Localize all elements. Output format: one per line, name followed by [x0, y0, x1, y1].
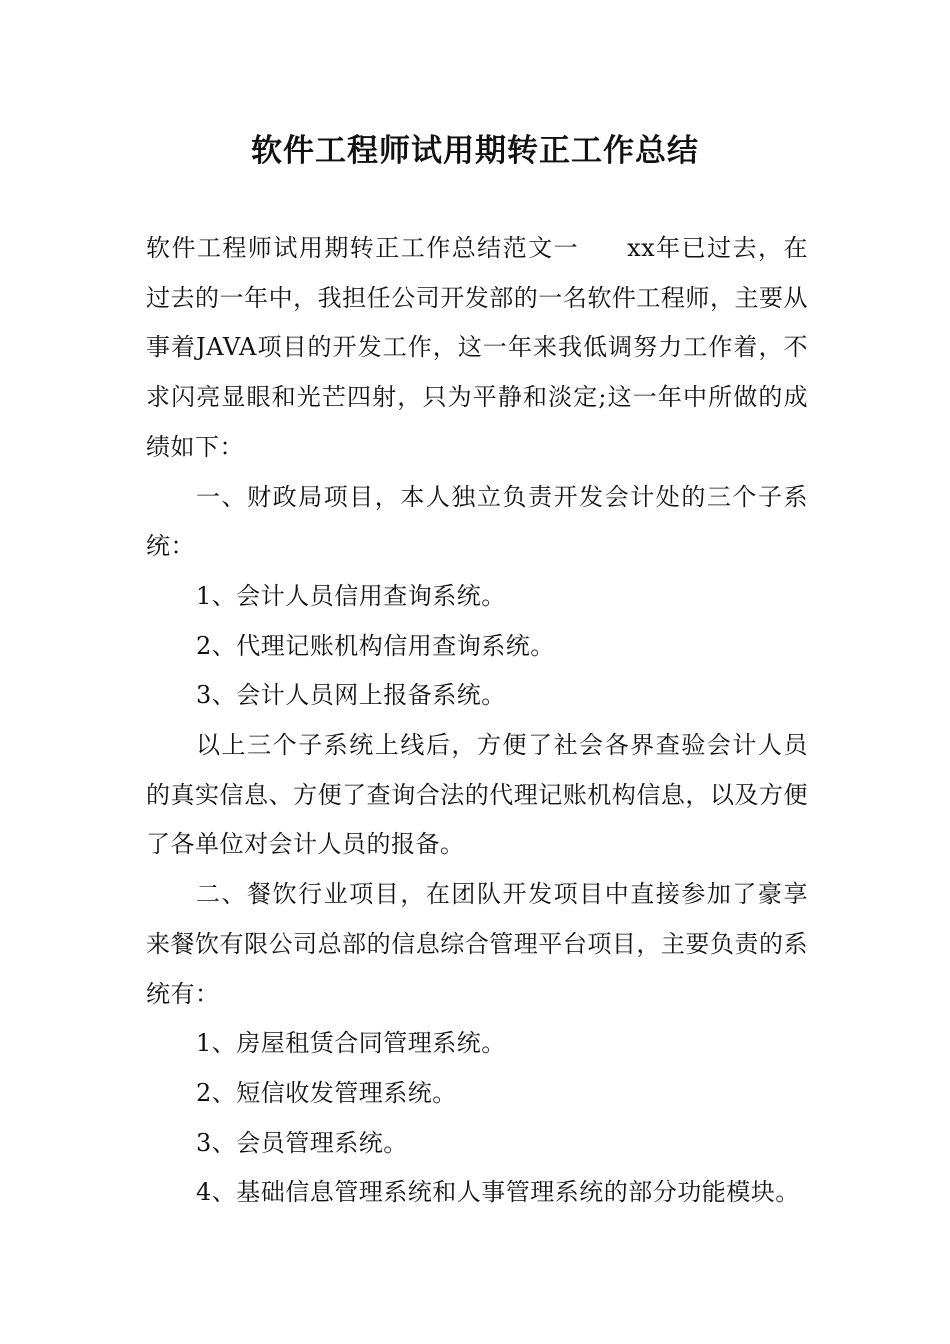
- intro-rest: xx年已过去，在过去的一年中，我担任公司开发部的一名软件工程师，主要从事着JAVA项目的开发工作，这一年来我低调努力工作着，不求闪亮显眼和光芒四射，只为平静和淡定;这一年中所做的成绩如下：: [146, 234, 808, 461]
- section2-heading: 二、餐饮行业项目，在团队开发项目中直接参加了豪享来餐饮有限公司总部的信息综合管理平台项目，主要负责的系统有：: [146, 880, 808, 1008]
- section2-item-3: 3、会员管理系统。: [196, 1128, 408, 1157]
- section1-summary: 以上三个子系统上线后，方便了社会各界查验会计人员的真实信息、方便了查询合法的代理记账机构信息，以及方便了各单位对会计人员的报备。: [146, 731, 808, 859]
- section1-item-2: 2、代理记账机构信用查询系统。: [196, 631, 555, 660]
- document-title: 软件工程师试用期转正工作总结: [251, 133, 699, 169]
- section1-item-1: 1、会计人员信用查询系统。: [196, 581, 506, 610]
- section1-heading: 一、财政局项目，本人独立负责开发会计处的三个子系统：: [146, 482, 808, 561]
- document-body: [146, 224, 808, 1218]
- intro-lead: 软件工程师试用期转正工作总结范文一: [146, 234, 580, 262]
- section1-item-3: 3、会计人员网上报备系统。: [196, 681, 506, 710]
- section2-item-2: 2、短信收发管理系统。: [196, 1078, 457, 1107]
- intro-paragraph: [146, 224, 808, 473]
- section2-item-4: 4、基础信息管理系统和人事管理系统的部分功能模块。: [196, 1178, 800, 1207]
- section2-item-1: 1、房屋租赁合同管理系统。: [196, 1029, 506, 1058]
